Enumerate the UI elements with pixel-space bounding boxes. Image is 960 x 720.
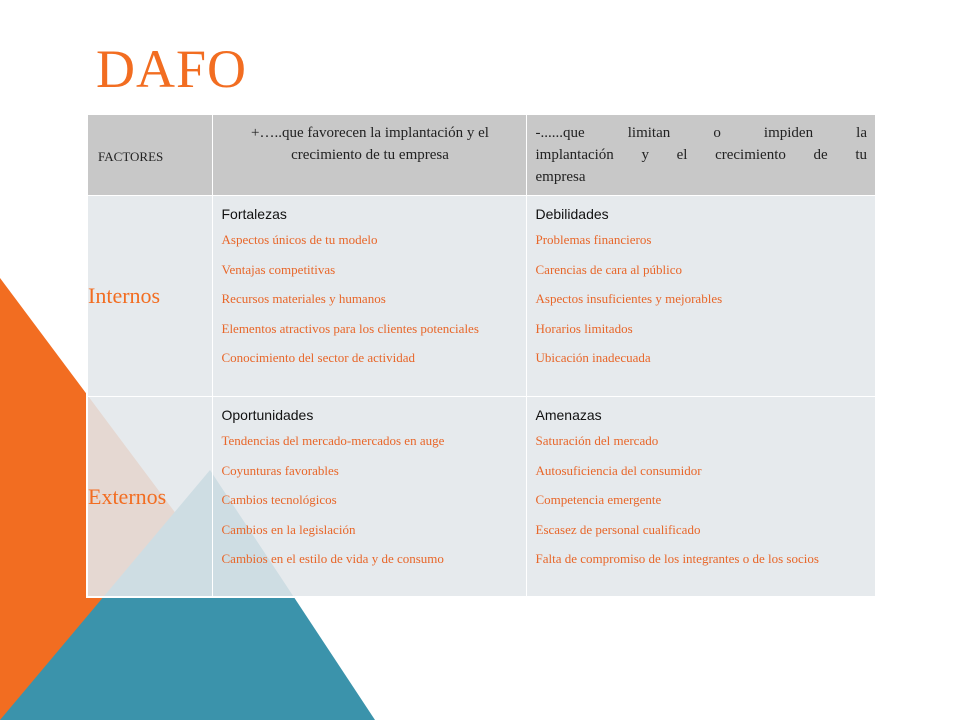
header-negative <box>527 115 876 188</box>
list-item: Falta de compromiso de los integrantes o de los socios <box>535 551 819 566</box>
list-item: Ubicación inadecuada <box>535 350 651 365</box>
list-item: Ventajas competitivas <box>221 261 336 277</box>
list-item: Recursos materiales y humanos <box>221 291 386 306</box>
list-item: Cambios tecnológicos <box>221 492 337 507</box>
header-positive-cell <box>212 114 526 196</box>
page-title: DAFO <box>96 39 248 99</box>
list-item: Aspectos insuficientes y mejorables <box>535 291 723 306</box>
list-item: Conocimiento del sector de actividad <box>221 350 415 365</box>
list-item: Elementos atractivos para los clientes potenciales <box>221 320 479 336</box>
amenazas-list <box>536 431 870 569</box>
debilidades-list <box>536 230 870 368</box>
list-item: Cambios en el estilo de vida y de consumo <box>221 551 444 566</box>
oportunidades-heading: Oportunidades <box>221 407 314 423</box>
row-label-externos: Externos <box>87 397 212 598</box>
list-item: Problemas financieros <box>535 232 652 247</box>
list-item: Tendencias del mercado-mercados en auge <box>221 433 445 448</box>
list-item: Saturación del mercado <box>535 433 659 448</box>
list-item: Carencias de cara al público <box>535 261 683 277</box>
fortalezas-list <box>222 230 520 368</box>
header-negative-cell <box>526 114 876 196</box>
list-item: Cambios en la legislación <box>221 521 356 537</box>
row-label-internos: Internos <box>87 196 212 397</box>
header-negative-line: -......que limitan o impiden la <box>535 125 867 141</box>
header-positive: +…..que favorecen la implantación y el crecimiento de tu empresa <box>251 125 489 163</box>
header-factores: FACTORES <box>98 149 164 164</box>
header-factores-cell <box>87 114 212 196</box>
header-negative-line: implantación y el crecimiento de tu <box>535 147 867 163</box>
table-header-row <box>87 114 876 196</box>
table-row-internos <box>87 196 876 397</box>
fortalezas-cell <box>212 196 526 397</box>
table-row-externos <box>87 397 876 598</box>
list-item: Competencia emergente <box>535 492 662 507</box>
list-item: Aspectos únicos de tu modelo <box>221 232 378 247</box>
debilidades-heading: Debilidades <box>535 206 609 222</box>
debilidades-cell <box>526 196 876 397</box>
header-negative-line: empresa <box>535 169 586 185</box>
oportunidades-cell <box>212 397 526 598</box>
amenazas-cell <box>526 397 876 598</box>
oportunidades-list <box>222 431 520 569</box>
fortalezas-heading: Fortalezas <box>221 206 287 222</box>
list-item: Coyunturas favorables <box>221 462 339 478</box>
dafo-table <box>86 113 877 598</box>
amenazas-heading: Amenazas <box>535 407 602 423</box>
list-item: Horarios limitados <box>535 320 633 336</box>
list-item: Autosuficiencia del consumidor <box>535 462 702 478</box>
list-item: Escasez de personal cualificado <box>535 521 701 537</box>
